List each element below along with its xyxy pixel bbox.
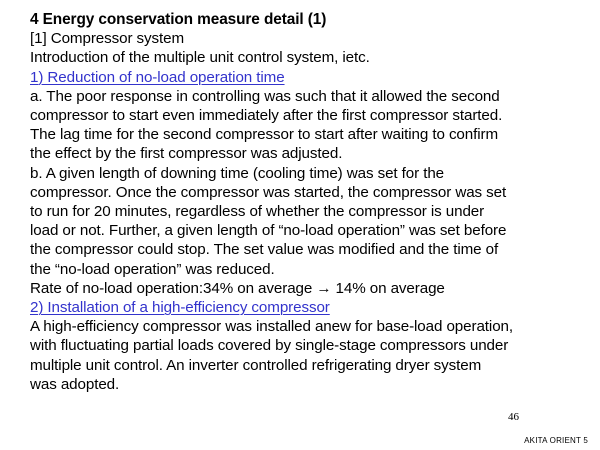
paragraph-b-line: load or not. Further, a given length of “no-load operation” was set before: [30, 222, 507, 240]
paragraph-c: [30, 317, 595, 394]
slide-title: 4 Energy conservation measure detail (1): [30, 11, 327, 28]
intro-text: Introduction of the multiple unit control system, ietc.: [30, 49, 370, 67]
paragraph-c-line: multiple unit control. An inverter controlled refrigerating dryer system: [30, 356, 482, 374]
paragraph-a: [30, 87, 595, 164]
paragraph-c-line: was adopted.: [30, 375, 120, 393]
paragraph-b-line: the compressor could stop. The set value was modified and the time of: [30, 241, 499, 259]
paragraph-a-line: a. The poor response in controlling was such that it allowed the second: [30, 87, 500, 105]
paragraph-a-line: compressor to start even immediately after the first compressor started.: [30, 107, 503, 125]
page-number: 46: [508, 411, 519, 423]
paragraph-b-line: to run for 20 minutes, regardless of whether the compressor is under: [30, 203, 485, 221]
paragraph-a-line: the effect by the first compressor was adjusted.: [30, 145, 343, 163]
paragraph-c-line: A high-efficiency compressor was installed anew for base-load operation,: [30, 318, 514, 336]
paragraph-b-line: compressor. Once the compressor was started, the compressor was set: [30, 183, 507, 201]
paragraph-a-line: The lag time for the second compressor to start after waiting to confirm: [30, 126, 499, 144]
rate-line: Rate of no-load operation:34% on average → 14% on average: [30, 279, 445, 297]
slide-body: [30, 10, 595, 394]
section2-heading-link[interactable]: 2) Installation of a high-efficiency compressor: [30, 299, 330, 317]
paragraph-b-line: the “no-load operation” was reduced.: [30, 260, 275, 278]
paragraph-b: [30, 164, 595, 279]
paragraph-c-line: with fluctuating partial loads covered by single-stage compressors under: [30, 337, 509, 355]
section-subtitle: [1] Compressor system: [30, 30, 185, 48]
footer-label: AKITA ORIENT 5: [524, 436, 588, 445]
paragraph-b-line: b. A given length of downing time (cooling time) was set for the: [30, 164, 445, 182]
section1-heading-link[interactable]: 1) Reduction of no-load operation time: [30, 68, 285, 86]
